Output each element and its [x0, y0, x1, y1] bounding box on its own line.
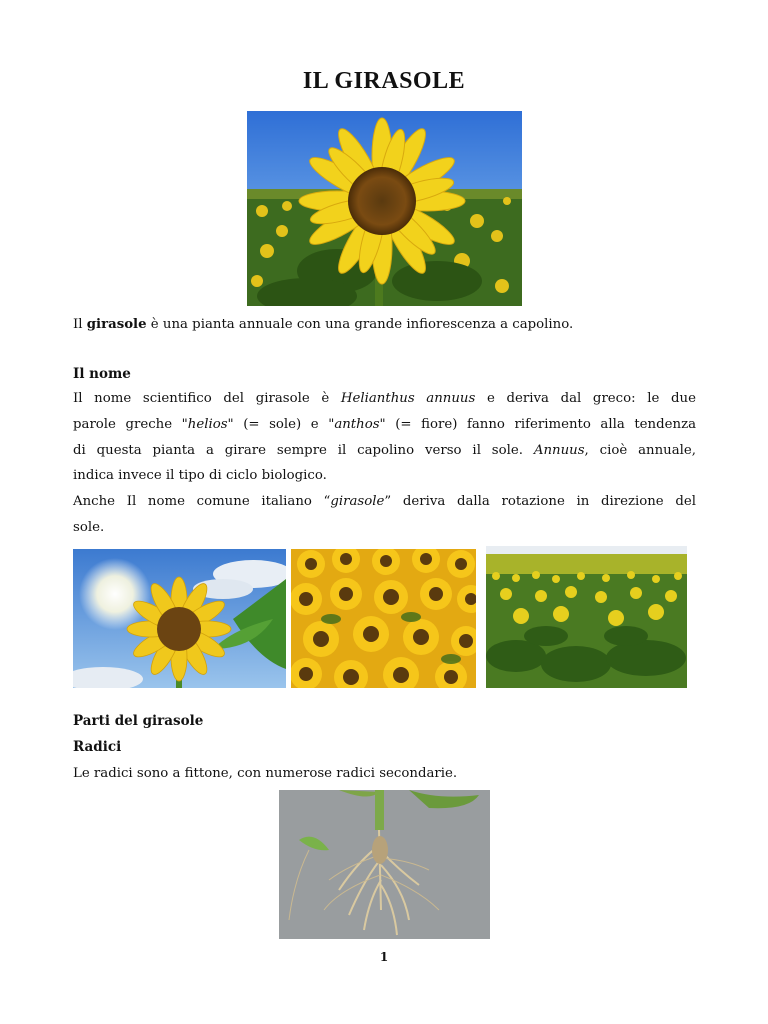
sunflower-main-photo [247, 111, 522, 306]
sunflower-sun-photo [73, 549, 286, 688]
roots-photo [279, 790, 490, 939]
page-title: IL GIRASOLE [302, 68, 466, 94]
radici-paragraph: Le radici sono a fittone, con numerose radici secondarie. [73, 766, 458, 781]
section-heading-nome: Il nome [73, 366, 131, 382]
subheading-radici: Radici [73, 739, 122, 755]
page-number: 1 [379, 950, 389, 964]
sunflower-closeup-photo [291, 549, 476, 688]
nome-paragraph: Il nome scientifico del girasole è Helianthus annuus e deriva dal greco: le due parole greche "helios" (= sole) e "anthos" (= fiore) fanno riferimento alla tendenza di questa pianta a girare sempre il capolino verso il sole. Annuus, cioè annuale, indica invece il tipo di ciclo biologico. Anche Il nome comune italiano “girasole” deriva dalla rotazione in direzione del sole. [73, 391, 696, 535]
sunflower-field-photo [486, 546, 687, 688]
section-heading-parti: Parti del girasole [73, 713, 204, 729]
intro-paragraph: Il girasole è una pianta annuale con una grande infiorescenza a capolino. [73, 317, 574, 332]
